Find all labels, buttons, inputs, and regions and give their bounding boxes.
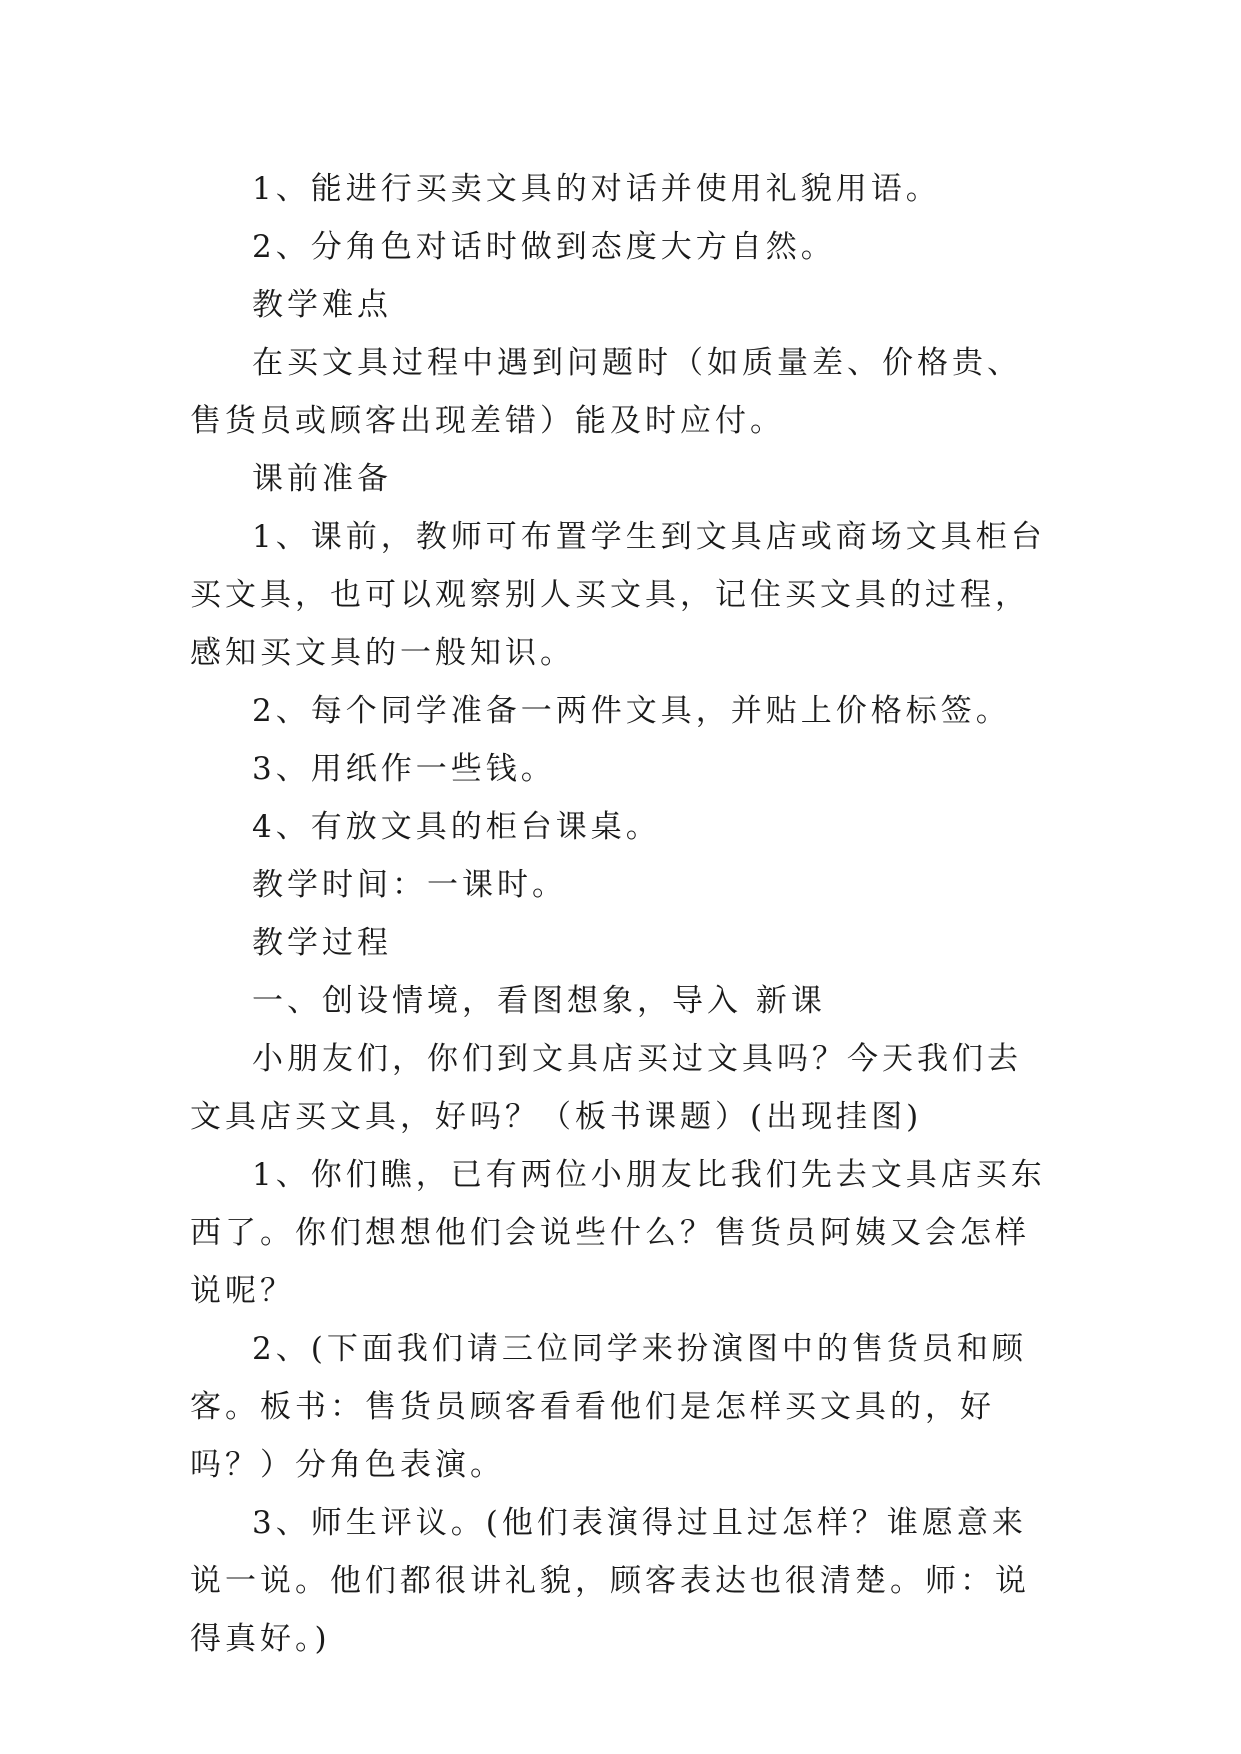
objective-1: 1、能进行买卖文具的对话并使用礼貌用语。 [252,171,941,207]
process-item-1: 1、你们瞧，已有两位小朋友比我们先去文具店买东西了。你们想想他们会说些什么？售货员阿姨又会怎样说呢？ [190,1157,1046,1309]
preparation-1: 1、课前，教师可布置学生到文具店或商场文具柜台买文具，也可以观察别人买文具，记住买文具的过程，感知买文具的一般知识。 [190,519,1046,671]
preparation-3: 3、用纸作一些钱。 [252,751,556,787]
objective-2: 2、分角色对话时做到态度大方自然。 [252,229,836,265]
teaching-time: 教学时间：一课时。 [252,867,567,903]
heading-process: 教学过程 [252,925,392,961]
difficulty-text: 在买文具过程中遇到问题时（如质量差、价格贵、售货员或顾客出现差错）能及时应付。 [190,345,1022,439]
preparation-2: 2、每个同学准备一两件文具，并贴上价格标签。 [252,693,1011,729]
heading-preparation: 课前准备 [252,461,392,497]
process-step-1-title: 一、创设情境，看图想象，导入 新课 [252,983,826,1019]
process-item-2: 2、(下面我们请三位同学来扮演图中的售货员和顾客。板书：售货员顾客看看他们是怎样买文具的，好吗？）分角色表演。 [190,1331,1027,1483]
preparation-4: 4、有放文具的柜台课桌。 [252,809,661,845]
document-body [190,160,1050,1668]
heading-difficulty: 教学难点 [252,287,392,323]
process-item-3: 3、师生评议。(他们表演得过且过怎样？谁愿意来说一说。他们都很讲礼貌，顾客表达也很清楚。师：说得真好。) [190,1505,1030,1657]
intro-paragraph: 小朋友们，你们到文具店买过文具吗？今天我们去文具店买文具，好吗？（板书课题）(出现挂图) [190,1041,1022,1135]
